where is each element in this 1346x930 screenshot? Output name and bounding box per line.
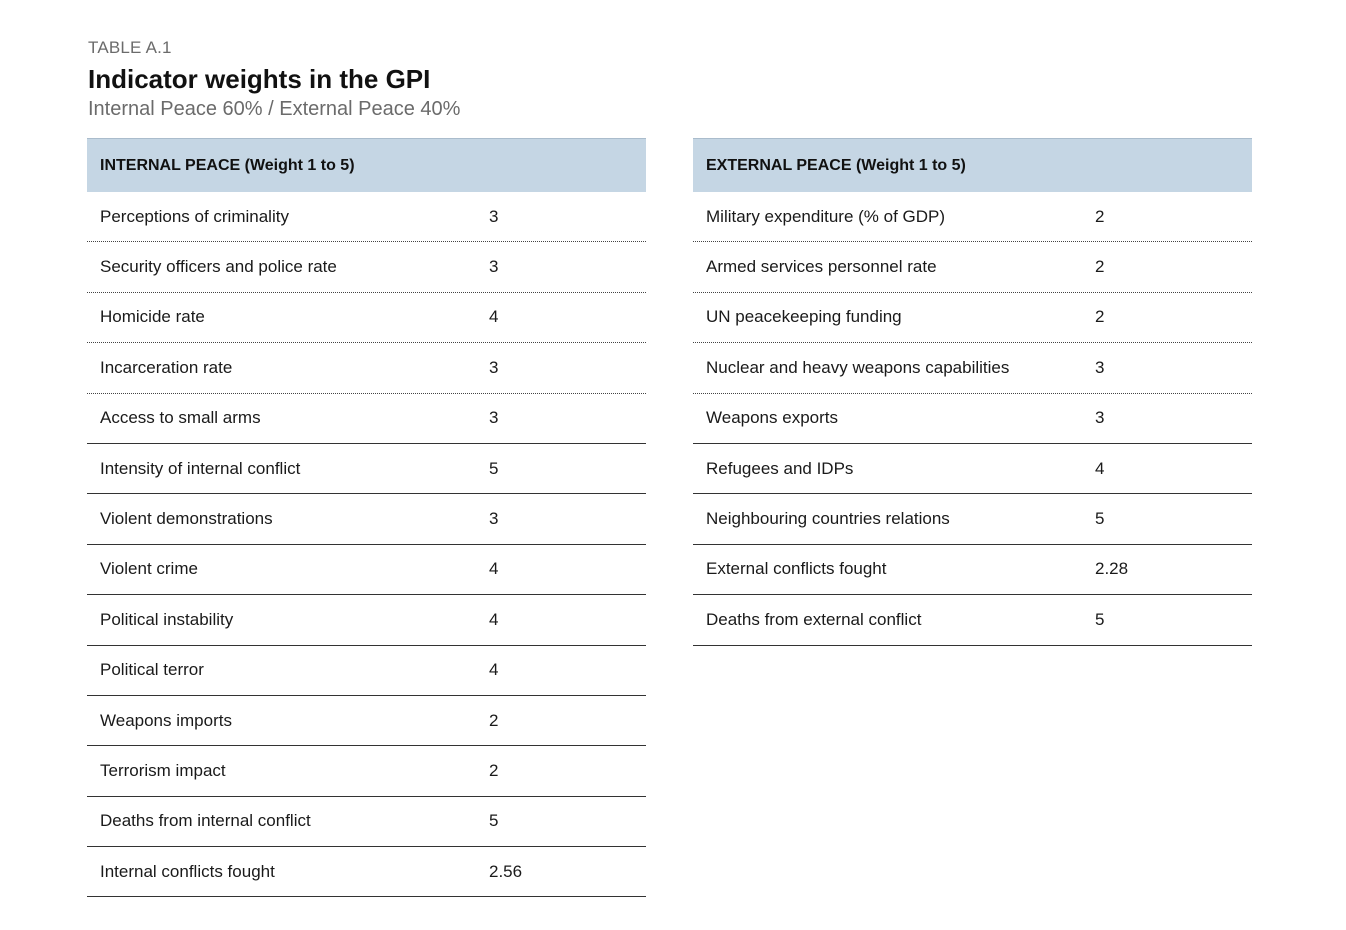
table-title: Indicator weights in the GPI [88, 64, 431, 94]
indicator-weight: 5 [1095, 609, 1105, 629]
indicator-label: UN peacekeeping funding [706, 307, 902, 327]
indicator-label: External conflicts fought [706, 559, 887, 579]
indicator-label: Weapons imports [100, 710, 232, 730]
table-row [87, 746, 646, 796]
indicator-label: Political instability [100, 609, 234, 629]
table-row [87, 847, 646, 897]
indicator-label: Refugees and IDPs [706, 458, 854, 478]
indicator-weight: 2 [1095, 307, 1105, 327]
indicator-weight: 2.56 [489, 861, 523, 881]
table-subtitle: Internal Peace 60% / External Peace 40% [88, 98, 461, 120]
table-row [87, 343, 646, 393]
indicator-weight: 2 [1095, 257, 1105, 277]
indicator-label: Weapons exports [706, 408, 838, 428]
external-peace-header: EXTERNAL PEACE (Weight 1 to 5) [693, 138, 1252, 192]
indicator-weight: 3 [1095, 357, 1105, 377]
indicator-label: Homicide rate [100, 307, 205, 327]
table-row [693, 394, 1252, 444]
indicator-weight: 2 [489, 710, 499, 730]
internal-peace-header: INTERNAL PEACE (Weight 1 to 5) [87, 138, 646, 192]
indicator-weight: 2 [1095, 206, 1105, 226]
indicator-label: Internal conflicts fought [100, 861, 275, 881]
indicator-label: Access to small arms [100, 408, 261, 428]
table-row [87, 444, 646, 494]
table-row [87, 646, 646, 696]
indicator-label: Neighbouring countries relations [706, 509, 950, 529]
indicator-label: Violent demonstrations [100, 509, 273, 529]
table-row [693, 192, 1252, 242]
indicator-weight: 2 [489, 760, 499, 780]
table-row [693, 595, 1252, 645]
indicator-label: Security officers and police rate [100, 257, 337, 277]
indicator-label: Armed services personnel rate [706, 257, 937, 277]
table-row [693, 494, 1252, 544]
table-row [693, 545, 1252, 595]
indicator-weight: 2.28 [1095, 559, 1129, 579]
indicator-label: Incarceration rate [100, 357, 233, 377]
indicator-weight: 4 [489, 559, 499, 579]
indicator-weight: 3 [1095, 408, 1105, 428]
table-row [87, 242, 646, 292]
table-row [87, 545, 646, 595]
indicator-label: Military expenditure (% of GDP) [706, 206, 946, 226]
indicator-weight: 4 [1095, 458, 1105, 478]
indicator-weight: 4 [489, 609, 499, 629]
table-row [87, 595, 646, 645]
table-row [693, 242, 1252, 292]
indicator-label: Political terror [100, 660, 204, 680]
indicator-label: Intensity of internal conflict [100, 458, 301, 478]
indicator-weight: 5 [1095, 509, 1105, 529]
indicator-weight: 4 [489, 307, 499, 327]
table-row [87, 494, 646, 544]
internal-peace-table [87, 138, 646, 897]
indicator-weight: 3 [489, 509, 499, 529]
indicator-weight: 5 [489, 811, 499, 831]
indicator-label: Terrorism impact [100, 760, 226, 780]
table-row [693, 293, 1252, 343]
external-peace-table [693, 138, 1252, 646]
table-row [87, 293, 646, 343]
indicator-weight: 3 [489, 408, 499, 428]
table-eyebrow: TABLE A.1 [88, 38, 172, 57]
indicator-label: Deaths from internal conflict [100, 811, 311, 831]
table-row [693, 343, 1252, 393]
indicator-label: Nuclear and heavy weapons capabilities [706, 357, 1010, 377]
indicator-label: Violent crime [100, 559, 198, 579]
indicator-weight: 5 [489, 458, 499, 478]
indicator-weight: 3 [489, 257, 499, 277]
table-row [87, 394, 646, 444]
table-row [87, 192, 646, 242]
indicator-label: Deaths from external conflict [706, 609, 922, 629]
indicator-weight: 3 [489, 357, 499, 377]
indicator-weight: 3 [489, 206, 499, 226]
table-row [693, 444, 1252, 494]
table-row [87, 797, 646, 847]
table-row [87, 696, 646, 746]
indicator-label: Perceptions of criminality [100, 206, 289, 226]
indicator-weight: 4 [489, 660, 499, 680]
